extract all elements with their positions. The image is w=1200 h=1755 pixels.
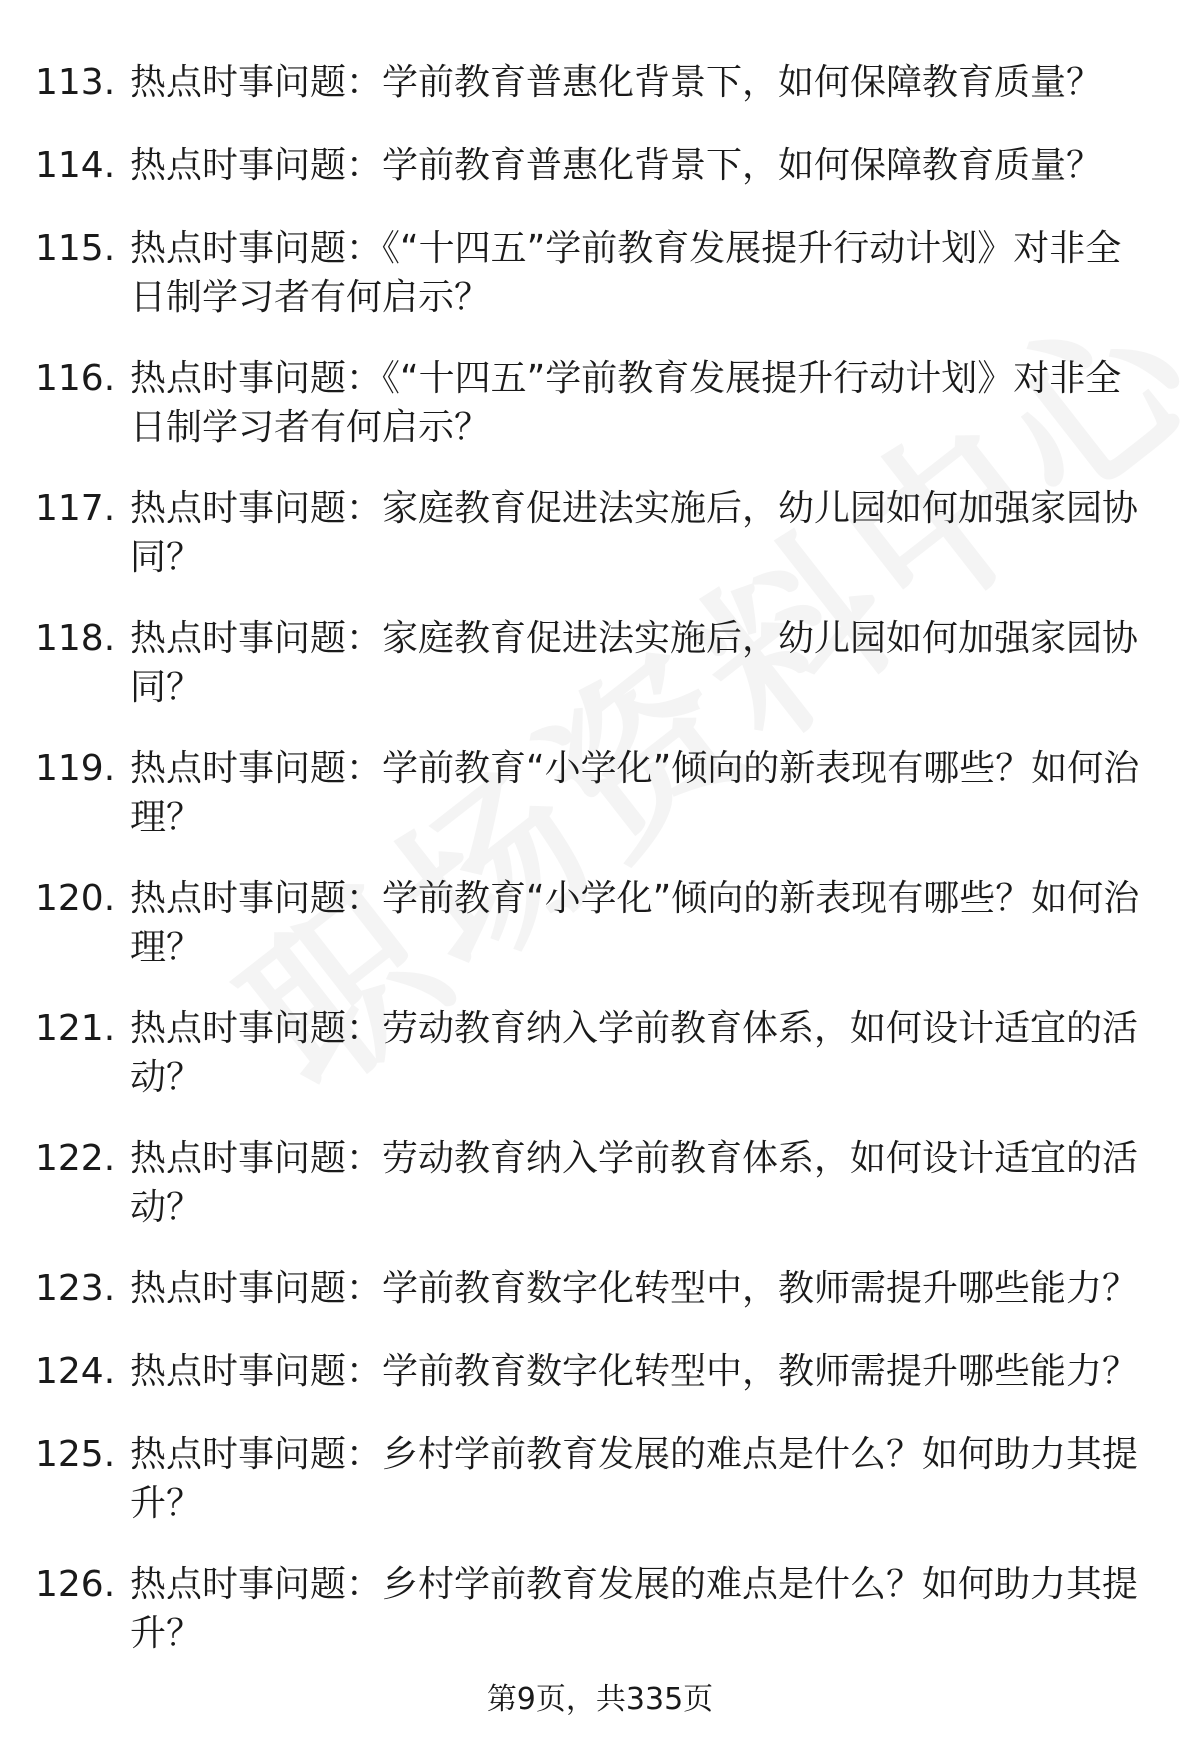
question-text: 热点时事问题：《“十四五”学前教育发展提升行动计划》对非全日制学习者有何启示？ [130, 358, 1122, 448]
question-number: 114. [35, 145, 116, 186]
question-list [0, 58, 1200, 1690]
question-item [0, 1264, 1200, 1313]
question-number: 119. [35, 748, 116, 789]
question-item [0, 58, 1200, 107]
question-number: 122. [35, 1138, 116, 1179]
question-text: 热点时事问题：学前教育“小学化”倾向的新表现有哪些？如何治理？ [130, 748, 1140, 838]
question-text: 热点时事问题：学前教育数字化转型中，教师需提升哪些能力？ [130, 1351, 1139, 1392]
question-item [0, 1134, 1200, 1232]
question-text: 热点时事问题：学前教育普惠化背景下，如何保障教育质量？ [130, 62, 1103, 103]
question-number: 126. [35, 1564, 116, 1605]
question-text: 热点时事问题：劳动教育纳入学前教育体系，如何设计适宜的活动？ [130, 1138, 1139, 1228]
question-item [0, 1430, 1200, 1528]
question-item [0, 874, 1200, 972]
question-item [0, 141, 1200, 190]
page-footer: 第9页，共335页 [486, 1682, 714, 1717]
question-text: 热点时事问题：《“十四五”学前教育发展提升行动计划》对非全日制学习者有何启示？ [130, 228, 1122, 318]
question-text: 热点时事问题：乡村学前教育发展的难点是什么？如何助力其提升？ [130, 1434, 1139, 1524]
question-number: 124. [35, 1351, 116, 1392]
question-item [0, 1347, 1200, 1396]
question-item [0, 1004, 1200, 1102]
question-number: 123. [35, 1268, 116, 1309]
question-text: 热点时事问题：学前教育“小学化”倾向的新表现有哪些？如何治理？ [130, 878, 1140, 968]
question-number: 117. [35, 488, 116, 529]
question-item [0, 354, 1200, 452]
question-item [0, 484, 1200, 582]
question-item [0, 744, 1200, 842]
question-number: 113. [35, 62, 116, 103]
question-number: 116. [35, 358, 116, 399]
question-text: 热点时事问题：家庭教育促进法实施后，幼儿园如何加强家园协同？ [130, 488, 1139, 578]
question-text: 热点时事问题：学前教育数字化转型中，教师需提升哪些能力？ [130, 1268, 1139, 1309]
question-item [0, 614, 1200, 712]
question-text: 热点时事问题：学前教育普惠化背景下，如何保障教育质量？ [130, 145, 1103, 186]
question-number: 121. [35, 1008, 116, 1049]
question-number: 120. [35, 878, 116, 919]
question-text: 热点时事问题：劳动教育纳入学前教育体系，如何设计适宜的活动？ [130, 1008, 1139, 1098]
question-item [0, 1560, 1200, 1658]
question-number: 115. [35, 228, 116, 269]
question-number: 118. [35, 618, 116, 659]
question-text: 热点时事问题：乡村学前教育发展的难点是什么？如何助力其提升？ [130, 1564, 1139, 1654]
question-number: 125. [35, 1434, 116, 1475]
question-text: 热点时事问题：家庭教育促进法实施后，幼儿园如何加强家园协同？ [130, 618, 1139, 708]
question-item [0, 224, 1200, 322]
